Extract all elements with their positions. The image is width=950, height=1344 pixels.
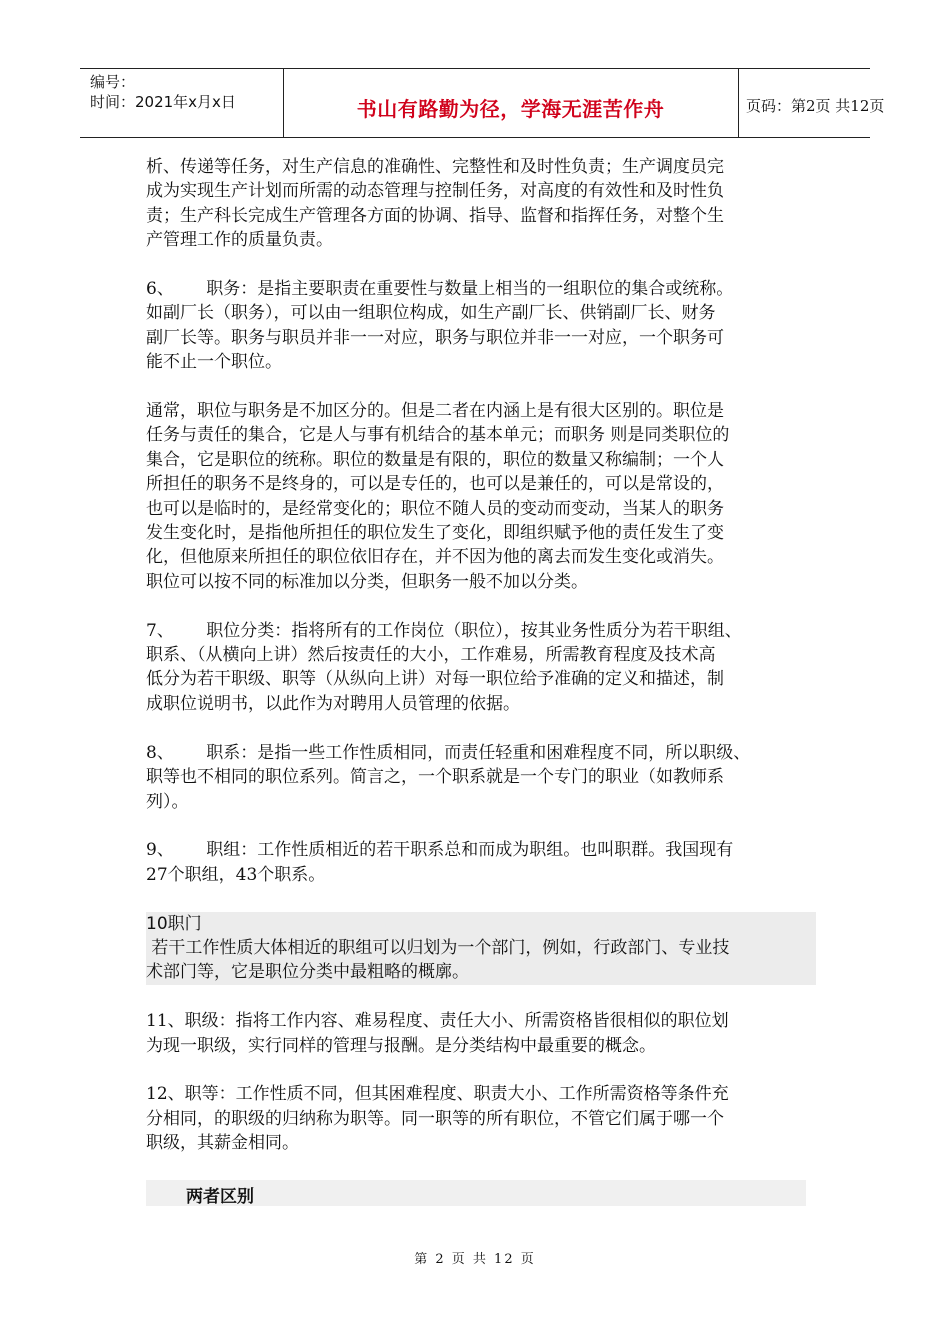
shaded-section-item-10 bbox=[146, 912, 816, 985]
section-heading-bar bbox=[146, 1180, 806, 1206]
header-left-cell bbox=[80, 69, 284, 137]
shaded-section-title: 10职门 bbox=[146, 913, 202, 934]
paragraph-item-9-group: 9、 职组：工作性质相近的若干职系总和而成为职组。也叫职群。我国现有 27个职组，43个职系。 bbox=[146, 840, 734, 885]
paragraph-item-8-series: 8、 职系：是指一些工作性质相同，而责任轻重和困难程度不同，所以职级、 职等也不相同的职位系列。简言之，一个职系就是一个专门的职业（如教师系 列）。 bbox=[146, 742, 751, 812]
paragraph-item-11-grade: 11、职级：指将工作内容、难易程度、责任大小、所需资格皆很相似的职位划 为现一职级，实行同样的管理与报酬。是分类结构中最重要的概念。 bbox=[146, 1011, 729, 1056]
paragraph-item-7-classification: 7、 职位分类：指将所有的工作岗位（职位），按其业务性质分为若干职组、 职系、（从横向上讲）然后按责任的大小，工作难易，所需教育程度及技术高 低分为若干职级、职等（从纵向上讲）对每一职位给予准确的定义和描述，制 成职位说明书，以此作为对聘用人员管理的依据。 bbox=[146, 620, 742, 714]
shaded-section-body: 若干工作性质大体相近的职组可以归划为一个部门，例如，行政部门、专业技 术部门等，它是职位分类中最粗略的概廓。 bbox=[146, 937, 730, 983]
paragraph-position-vs-duty: 通常，职位与职务是不加区分的。但是二者在内涵上是有很大区别的。职位是 任务与责任的集合，它是人与事有机结合的基本单元；而职务 则是同类职位的 集合，它是职位的统称。职位的数量是有限的，职位的数量又称编制；一个人 所担任的职务不是终身的，可以是专任的，也可以是兼任的，可以是常设的， 也可以是临时的，是经常变化的；职位不随人员的变动而变动，当某人的职务 发生变化时，是指他所担任的职位发生了变化，即组织赋予他的责任发生了变 化，但他原来所担任的职位依旧存在，并不因为他的离去而发生变化或消失。 职位可以按不同的标准加以分类，但职务一般不加以分类。 bbox=[146, 401, 730, 592]
header-page-info: 页码：第2页 共12页 bbox=[746, 97, 885, 115]
document-date-label: 时间：2021年x月x日 bbox=[90, 93, 236, 111]
paragraph-production-roles: 析、传递等任务，对生产信息的准确性、完整性和及时性负责；生产调度员完 成为实现生产计划而所需的动态管理与控制任务，对高度的有效性和及时性负 责；生产科长完成生产管理各方面的协调、指导、监督和指挥任务，对整个生 产管理工作的质量负责。 bbox=[146, 157, 724, 251]
document-number-label: 编号： bbox=[90, 73, 136, 91]
paragraph-item-6-duty: 6、 职务：是指主要职责在重要性与数量上相当的一组职位的集合或统称。 如副厂长（职务），可以由一组职位构成，如生产副厂长、供销副厂长、财务 副厂长等。职务与职员并非一一对应，职务与职位并非一一对应，一个职务可 能不止一个职位。 bbox=[146, 279, 734, 373]
page-header bbox=[80, 68, 885, 138]
header-right-cell bbox=[738, 69, 885, 137]
section-heading: 两者区别 bbox=[186, 1187, 254, 1207]
header-motto: 书山有路勤为径，学海无涯苦作舟 bbox=[356, 97, 665, 121]
document-body bbox=[146, 155, 816, 1180]
header-middle-cell bbox=[283, 69, 739, 137]
paragraph-item-12-rank: 12、职等：工作性质不同，但其困难程度、职责大小、工作所需资格等条件充 分相同，的职级的归纳称为职等。同一职等的所有职位，不管它们属于哪一个 职级，其薪金相同。 bbox=[146, 1084, 729, 1154]
page-footer: 第 2 页 共 12 页 bbox=[414, 1252, 536, 1267]
